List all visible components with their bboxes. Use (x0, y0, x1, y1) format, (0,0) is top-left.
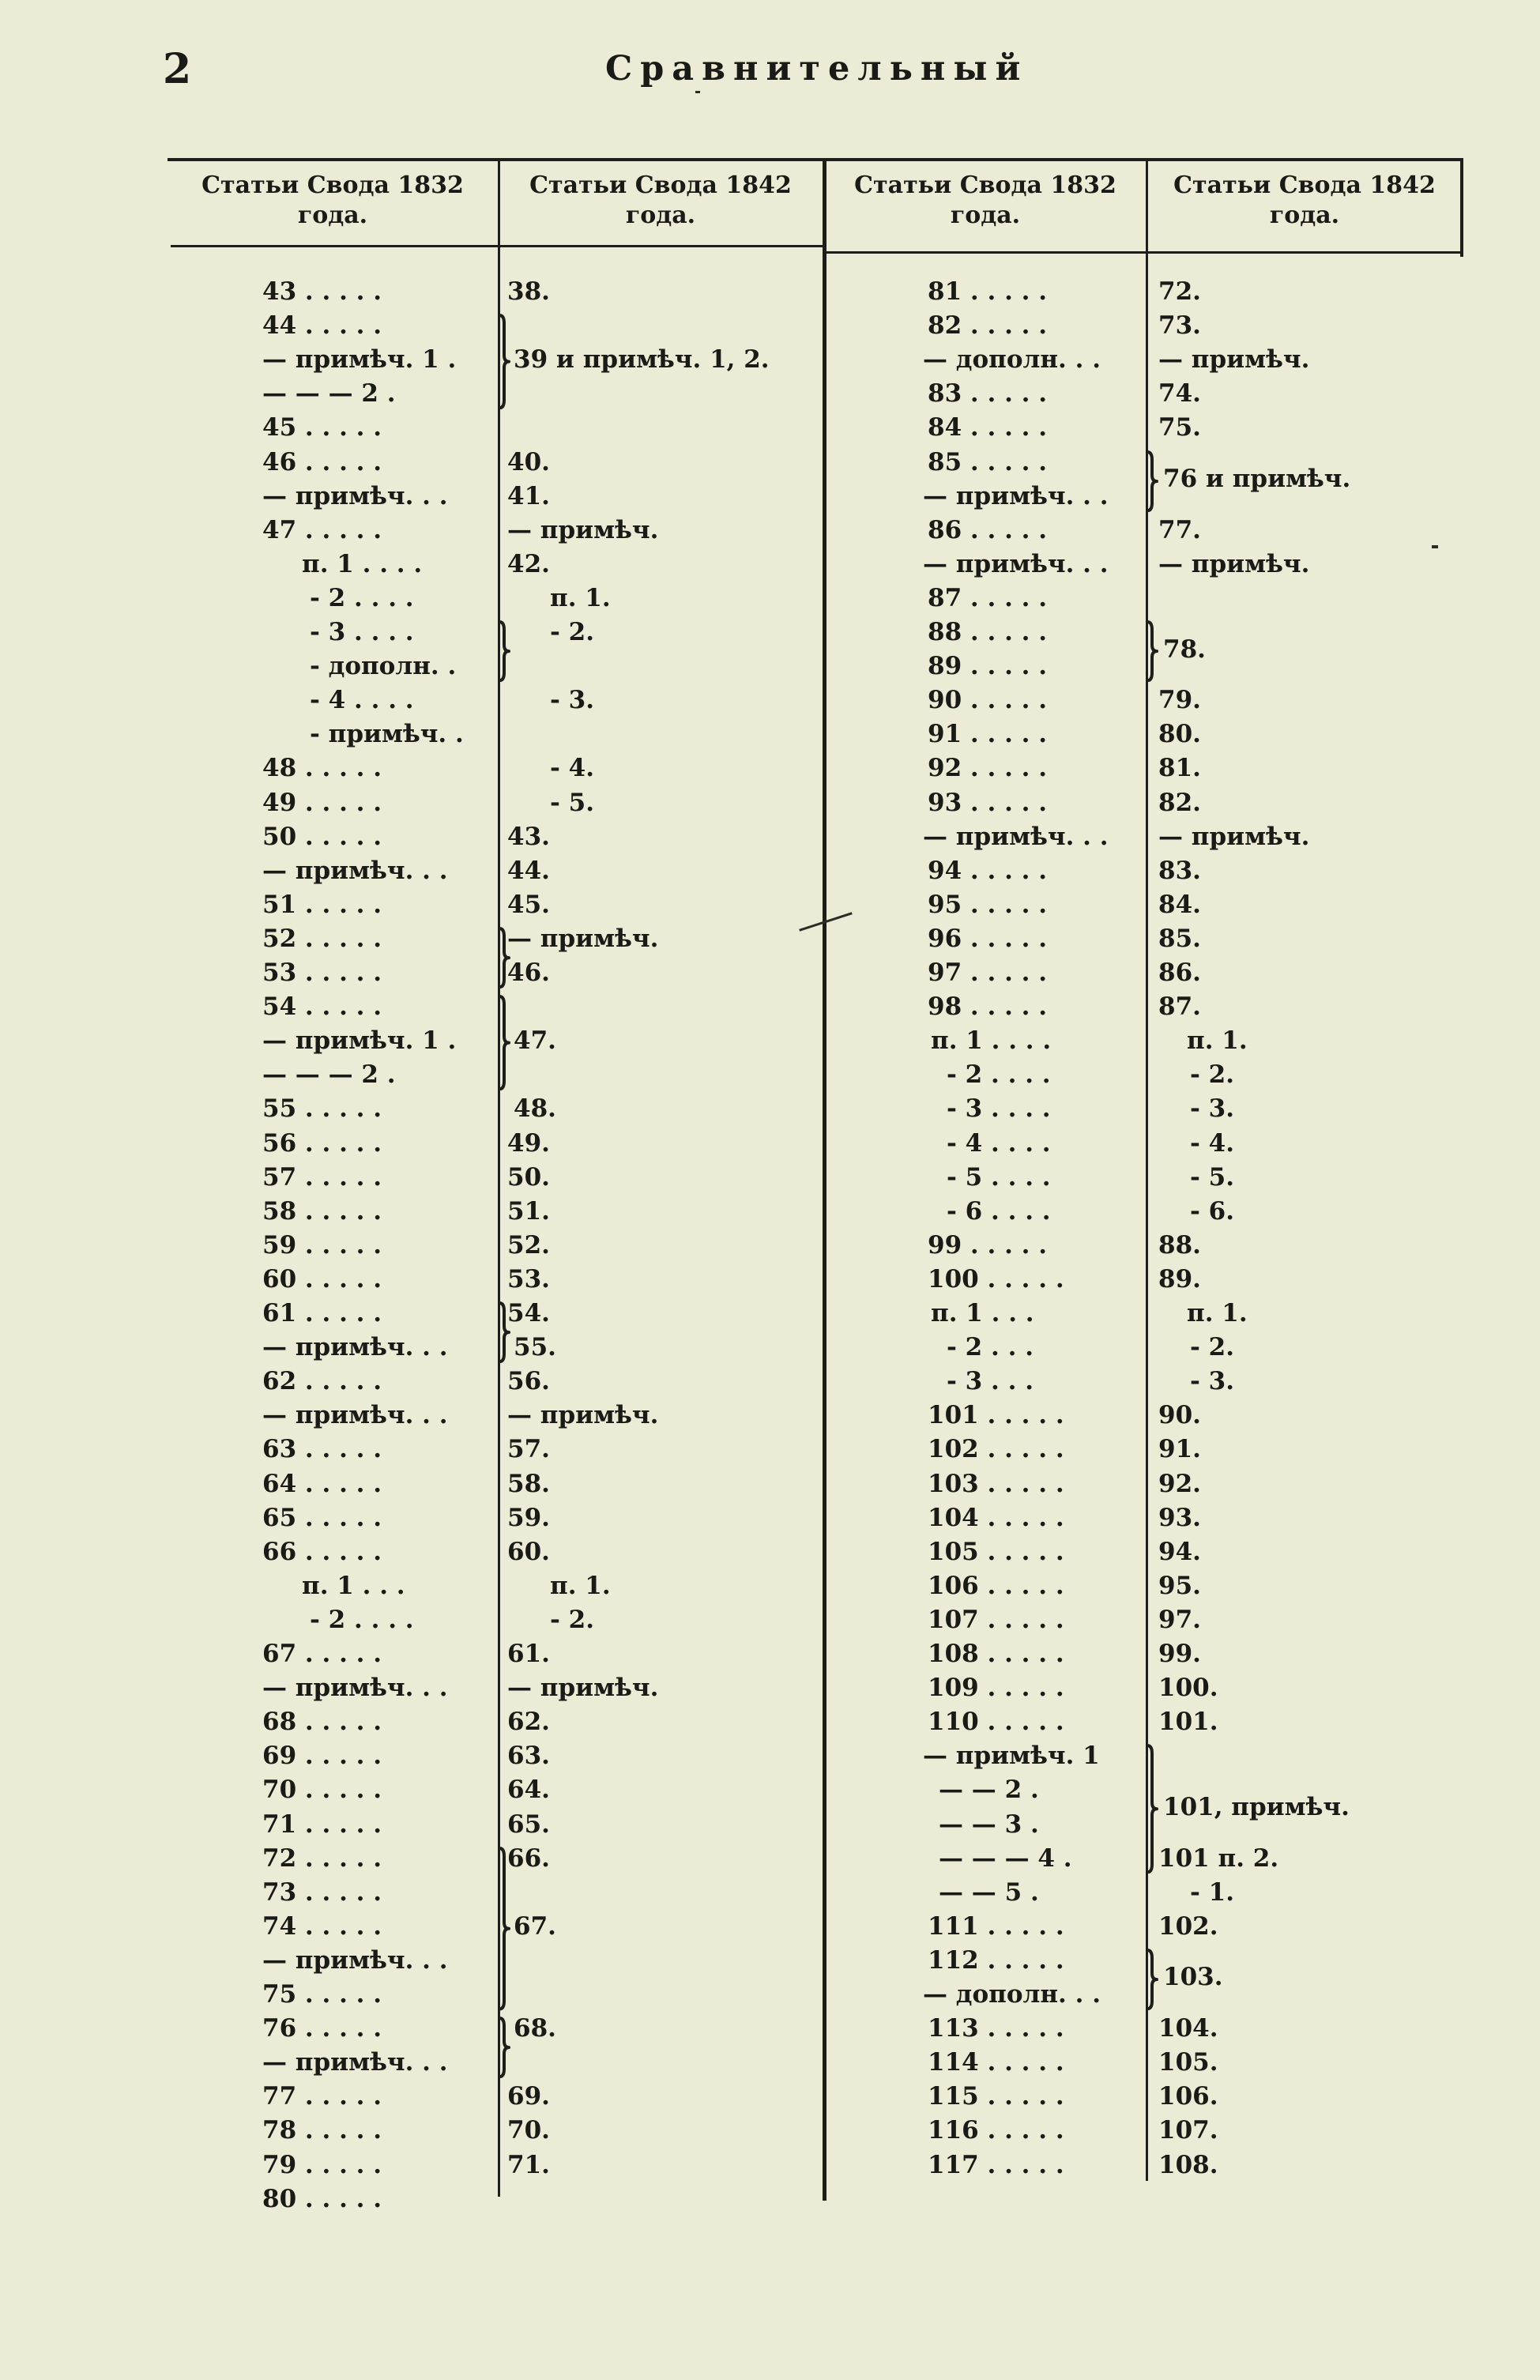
table-cell: 71 . . . . . (262, 1810, 382, 1839)
table-cell: 96 . . . . . (928, 925, 1048, 953)
brace (496, 995, 510, 1090)
table-cell: 89 . . . . . (928, 652, 1048, 680)
table-cell: 85. (1158, 925, 1201, 953)
table-cell: - 4. (1190, 1129, 1235, 1158)
table-cell: 41. (507, 482, 550, 510)
table-cell: 39 и примѣч. 1, 2. (514, 345, 770, 374)
table-cell: 110 . . . . . (928, 1708, 1064, 1736)
header-left-1832: Статьи Свода 1832 года. (201, 171, 464, 229)
table-cell: 97. (1158, 1606, 1201, 1634)
table-cell: 102 . . . . . (928, 1435, 1064, 1463)
table-cell: 43 . . . . . (262, 277, 382, 306)
table-cell: 108 . . . . . (928, 1640, 1064, 1668)
table-cell: 42. (507, 550, 550, 578)
table-cell: 88. (1158, 1231, 1201, 1260)
table-cell: 51. (507, 1197, 550, 1226)
table-cell: 75 . . . . . (262, 1980, 382, 2009)
table-cell: — примѣч. (1158, 550, 1310, 578)
table-cell: 49. (507, 1129, 550, 1158)
table-cell: 63 . . . . . (262, 1435, 382, 1463)
table-cell: 99 . . . . . (928, 1231, 1048, 1260)
table-cell: 104 . . . . . (928, 1504, 1064, 1532)
table-cell: 105 . . . . . (928, 1538, 1064, 1566)
table-cell: - 4 . . . . (947, 1129, 1051, 1158)
table-cell: 116 . . . . . (928, 2116, 1064, 2145)
table-cell: 115 . . . . . (928, 2082, 1064, 2111)
table-cell: — дополн. . . (923, 345, 1101, 374)
table-cell: 62 . . . . . (262, 1367, 382, 1395)
table-cell: 67. (514, 1912, 556, 1941)
table-cell: 105. (1158, 2048, 1218, 2077)
table-cell: — примѣч. . . (262, 482, 448, 510)
table-cell: 73. (1158, 311, 1201, 340)
table-cell: — примѣч. (1158, 823, 1310, 851)
table-cell: 57 . . . . . (262, 1163, 382, 1192)
table-cell: 84 . . . . . (928, 413, 1048, 442)
table-cell: - 6 . . . . (947, 1197, 1051, 1226)
table-cell: - 2. (550, 1606, 595, 1634)
brace (496, 2017, 510, 2078)
table-cell: 83. (1158, 857, 1201, 885)
table-cell: 60 . . . . . (262, 1265, 382, 1294)
table-cell: — дополн. . . (923, 1980, 1101, 2009)
table-cell: 108. (1158, 2151, 1218, 2179)
table-cell: 64 . . . . . (262, 1470, 382, 1498)
table-cell: 82 . . . . . (928, 311, 1048, 340)
table-cell: 109 . . . . . (928, 1674, 1064, 1702)
table-cell: 54. (507, 1299, 550, 1327)
table-cell: 80 . . . . . (262, 2185, 382, 2213)
table-cell: — примѣч. 1 . (262, 345, 457, 374)
brace (1144, 1949, 1158, 2010)
table-cell: — примѣч. . . (923, 550, 1109, 578)
table-cell: - 3 . . . . (310, 618, 414, 646)
table-cell: - 3. (1190, 1094, 1235, 1123)
ink-speck (695, 91, 700, 93)
table-cell: 69 . . . . . (262, 1742, 382, 1770)
table-cell: — примѣч. (507, 925, 659, 953)
table-cell: 113 . . . . . (928, 2014, 1064, 2043)
table-cell: 45 . . . . . (262, 413, 382, 442)
table-cell: 106. (1158, 2082, 1218, 2111)
table-cell: 114 . . . . . (928, 2048, 1064, 2077)
table-cell: 87. (1158, 992, 1201, 1021)
table-cell: п. 1 . . . . (931, 1026, 1052, 1055)
table-cell: 53 . . . . . (262, 958, 382, 987)
table-cell: 67 . . . . . (262, 1640, 382, 1668)
table-cell: — примѣч. (1158, 345, 1310, 374)
table-cell: 76 и примѣч. (1163, 465, 1351, 493)
table-cell: 66. (507, 1844, 550, 1873)
brace (1144, 620, 1158, 682)
table-cell: 47. (514, 1026, 556, 1055)
table-cell: 107. (1158, 2116, 1218, 2145)
table-cell: - 4 . . . . (310, 686, 414, 714)
table-cell: 46 . . . . . (262, 448, 382, 476)
table-cell: — — — 2 . (262, 1060, 396, 1089)
brace (496, 314, 510, 409)
table-cell: 52 . . . . . (262, 925, 382, 953)
table-cell: 58 . . . . . (262, 1197, 382, 1226)
running-head: Сравнительный (605, 49, 1029, 88)
brace (496, 1301, 510, 1363)
table-cell: 117 . . . . . (928, 2151, 1064, 2179)
table-cell: 89. (1158, 1265, 1201, 1294)
table-cell: п. 1. (1187, 1026, 1248, 1055)
table-cell: — примѣч. (507, 1401, 659, 1429)
table-cell: 60. (507, 1538, 550, 1566)
table-cell: - 2 . . . . (947, 1060, 1051, 1089)
table-cell: 101. (1158, 1708, 1218, 1736)
table-cell: 69. (507, 2082, 550, 2111)
table-cell: 91. (1158, 1435, 1201, 1463)
table-cell: — примѣч. (507, 1674, 659, 1702)
table-cell: 73 . . . . . (262, 1878, 382, 1907)
table-cell: 48 . . . . . (262, 754, 382, 782)
table-cell: - 2. (1190, 1333, 1235, 1361)
table-cell: 86. (1158, 958, 1201, 987)
table-cell: - 2. (550, 618, 595, 646)
table-cell: 101 п. 2. (1158, 1844, 1279, 1873)
table-cell: - 4. (550, 754, 595, 782)
table-cell: - 2 . . . . (310, 584, 414, 612)
header-right-1842: Статьи Свода 1842 года. (1173, 171, 1436, 229)
table-cell: 112 . . . . . (928, 1946, 1064, 1975)
table-cell: — примѣч. . . (262, 2048, 448, 2077)
table-cell: — — — 2 . (262, 379, 396, 408)
table-right-rule (1460, 158, 1463, 257)
table-cell: 101 . . . . . (928, 1401, 1064, 1429)
table-cell: 79 . . . . . (262, 2151, 382, 2179)
table-cell: 78. (1163, 635, 1206, 664)
table-cell: 53. (507, 1265, 550, 1294)
table-cell: 111 . . . . . (928, 1912, 1064, 1941)
table-cell: 107 . . . . . (928, 1606, 1064, 1634)
table-cell: — примѣч. . . (262, 1674, 448, 1702)
table-cell: 44. (507, 857, 550, 885)
table-cell: - 3 . . . (947, 1367, 1034, 1395)
brace (1144, 1744, 1158, 1873)
table-cell: - 5 . . . . (947, 1163, 1051, 1192)
table-cell: 64. (507, 1776, 550, 1804)
table-cell: 99. (1158, 1640, 1201, 1668)
table-cell: — примѣч. 1 (923, 1742, 1100, 1770)
table-cell: 97 . . . . . (928, 958, 1048, 987)
table-cell: 98 . . . . . (928, 992, 1048, 1021)
table-cell: 75. (1158, 413, 1201, 442)
table-cell: 77 . . . . . (262, 2082, 382, 2111)
table-cell: 55. (514, 1333, 556, 1361)
table-cell: 55 . . . . . (262, 1094, 382, 1123)
table-cell: 56. (507, 1367, 550, 1395)
header-rule-right (823, 251, 1462, 254)
table-cell: 40. (507, 448, 550, 476)
ink-speck (1432, 545, 1438, 548)
table-cell: — примѣч. . . (262, 1401, 448, 1429)
table-cell: 93 . . . . . (928, 789, 1048, 817)
table-cell: 72. (1158, 277, 1201, 306)
table-cell: п. 1. (1187, 1299, 1248, 1327)
table-cell: — примѣч. . . (262, 1946, 448, 1975)
table-cell: 100 . . . . . (928, 1265, 1064, 1294)
table-cell: 77. (1158, 516, 1201, 544)
table-cell: 81. (1158, 754, 1201, 782)
table-cell: 87 . . . . . (928, 584, 1048, 612)
table-cell: 72 . . . . . (262, 1844, 382, 1873)
table-cell: 66 . . . . . (262, 1538, 382, 1566)
table-cell: 91 . . . . . (928, 720, 1048, 748)
center-rule (823, 158, 826, 2201)
table-cell: 95. (1158, 1572, 1201, 1600)
table-cell: 93. (1158, 1504, 1201, 1532)
brace (496, 620, 510, 682)
table-cell: 88 . . . . . (928, 618, 1048, 646)
table-cell: 52. (507, 1231, 550, 1260)
table-cell: 51 . . . . . (262, 891, 382, 919)
table-cell: 106 . . . . . (928, 1572, 1064, 1600)
table-cell: 85 . . . . . (928, 448, 1048, 476)
table-cell: 63. (507, 1742, 550, 1770)
table-cell: 59 . . . . . (262, 1231, 382, 1260)
table-cell: - 2 . . . . (310, 1606, 414, 1634)
table-cell: - 3. (1190, 1367, 1235, 1395)
table-cell: 43. (507, 823, 550, 851)
table-cell: - 2 . . . (947, 1333, 1034, 1361)
table-cell: 54 . . . . . (262, 992, 382, 1021)
table-cell: 62. (507, 1708, 550, 1736)
table-cell: 95 . . . . . (928, 891, 1048, 919)
table-cell: — примѣч. . . (262, 1333, 448, 1361)
table-cell: - 1. (1190, 1878, 1235, 1907)
table-cell: 102. (1158, 1912, 1218, 1941)
table-cell: 92. (1158, 1470, 1201, 1498)
table-cell: 90 . . . . . (928, 686, 1048, 714)
table-cell: — примѣч. . . (262, 857, 448, 885)
brace (496, 1847, 510, 2011)
table-cell: п. 1 . . . (302, 1572, 405, 1600)
header-right-1832: Статьи Свода 1832 года. (854, 171, 1116, 229)
table-cell: 58. (507, 1470, 550, 1498)
table-cell: 61 . . . . . (262, 1299, 382, 1327)
table-cell: 80. (1158, 720, 1201, 748)
table-cell: - дополн. . (310, 652, 457, 680)
header-left-1842: Статьи Свода 1842 года. (529, 171, 792, 229)
table-cell: 78 . . . . . (262, 2116, 382, 2145)
table-cell: 57. (507, 1435, 550, 1463)
table-cell: 92 . . . . . (928, 754, 1048, 782)
table-cell: - 6. (1190, 1197, 1235, 1226)
table-cell: — примѣч. (507, 516, 659, 544)
table-cell: 61. (507, 1640, 550, 1668)
brace (496, 927, 510, 989)
table-cell: - 5. (1190, 1163, 1235, 1192)
table-cell: 103 . . . . . (928, 1470, 1064, 1498)
table-cell: 70. (507, 2116, 550, 2145)
table-cell: 79. (1158, 686, 1201, 714)
table-cell: 83 . . . . . (928, 379, 1048, 408)
table-cell: 94 . . . . . (928, 857, 1048, 885)
table-cell: п. 1 . . . (931, 1299, 1034, 1327)
page-number: 2 (163, 45, 192, 93)
table-cell: 81 . . . . . (928, 277, 1048, 306)
table-cell: 68 . . . . . (262, 1708, 382, 1736)
table-cell: 49 . . . . . (262, 789, 382, 817)
table-cell: - 5. (550, 789, 595, 817)
table-cell: 71. (507, 2151, 550, 2179)
table-cell: — — 2 . (939, 1776, 1039, 1804)
table-cell: - 2. (1190, 1060, 1235, 1089)
table-cell: 56 . . . . . (262, 1129, 382, 1158)
table-cell: 65. (507, 1810, 550, 1839)
table-cell: 74 . . . . . (262, 1912, 382, 1941)
table-cell: — — 5 . (939, 1878, 1039, 1907)
table-top-rule (168, 158, 1463, 161)
table-cell: 44 . . . . . (262, 311, 382, 340)
table-cell: 86 . . . . . (928, 516, 1048, 544)
table-cell: 50. (507, 1163, 550, 1192)
table-cell: 94. (1158, 1538, 1201, 1566)
table-cell: — — — 4 . (939, 1844, 1072, 1873)
table-cell: — примѣч. . . (923, 482, 1109, 510)
table-cell: 59. (507, 1504, 550, 1532)
table-cell: 82. (1158, 789, 1201, 817)
table-cell: 65 . . . . . (262, 1504, 382, 1532)
table-cell: 48. (514, 1094, 556, 1123)
table-cell: 47 . . . . . (262, 516, 382, 544)
table-cell: п. 1 . . . . (302, 550, 423, 578)
table-cell: — примѣч. 1 . (262, 1026, 457, 1055)
table-cell: - 3. (550, 686, 595, 714)
table-cell: 46. (507, 958, 550, 987)
table-cell: — — 3 . (939, 1810, 1039, 1839)
brace (1144, 450, 1158, 512)
table-cell: 104. (1158, 2014, 1218, 2043)
table-cell: 74. (1158, 379, 1201, 408)
table-cell: - примѣч. . (310, 720, 464, 748)
table-cell: 38. (507, 277, 550, 306)
table-cell: 45. (507, 891, 550, 919)
table-cell: 76 . . . . . (262, 2014, 382, 2043)
table-cell: - 3 . . . . (947, 1094, 1051, 1123)
table-cell: 100. (1158, 1674, 1218, 1702)
table-cell: п. 1. (550, 584, 611, 612)
table-cell: 50 . . . . . (262, 823, 382, 851)
header-rule-left (171, 245, 823, 247)
table-cell: 84. (1158, 891, 1201, 919)
table-cell: 68. (514, 2014, 556, 2043)
table-cell: п. 1. (550, 1572, 611, 1600)
table-cell: 103. (1163, 1963, 1223, 1991)
table-cell: 90. (1158, 1401, 1201, 1429)
table-cell: 101, примѣч. (1163, 1793, 1350, 1821)
table-cell: — примѣч. . . (923, 823, 1109, 851)
comparison-table (168, 158, 1463, 2213)
table-cell: 70 . . . . . (262, 1776, 382, 1804)
